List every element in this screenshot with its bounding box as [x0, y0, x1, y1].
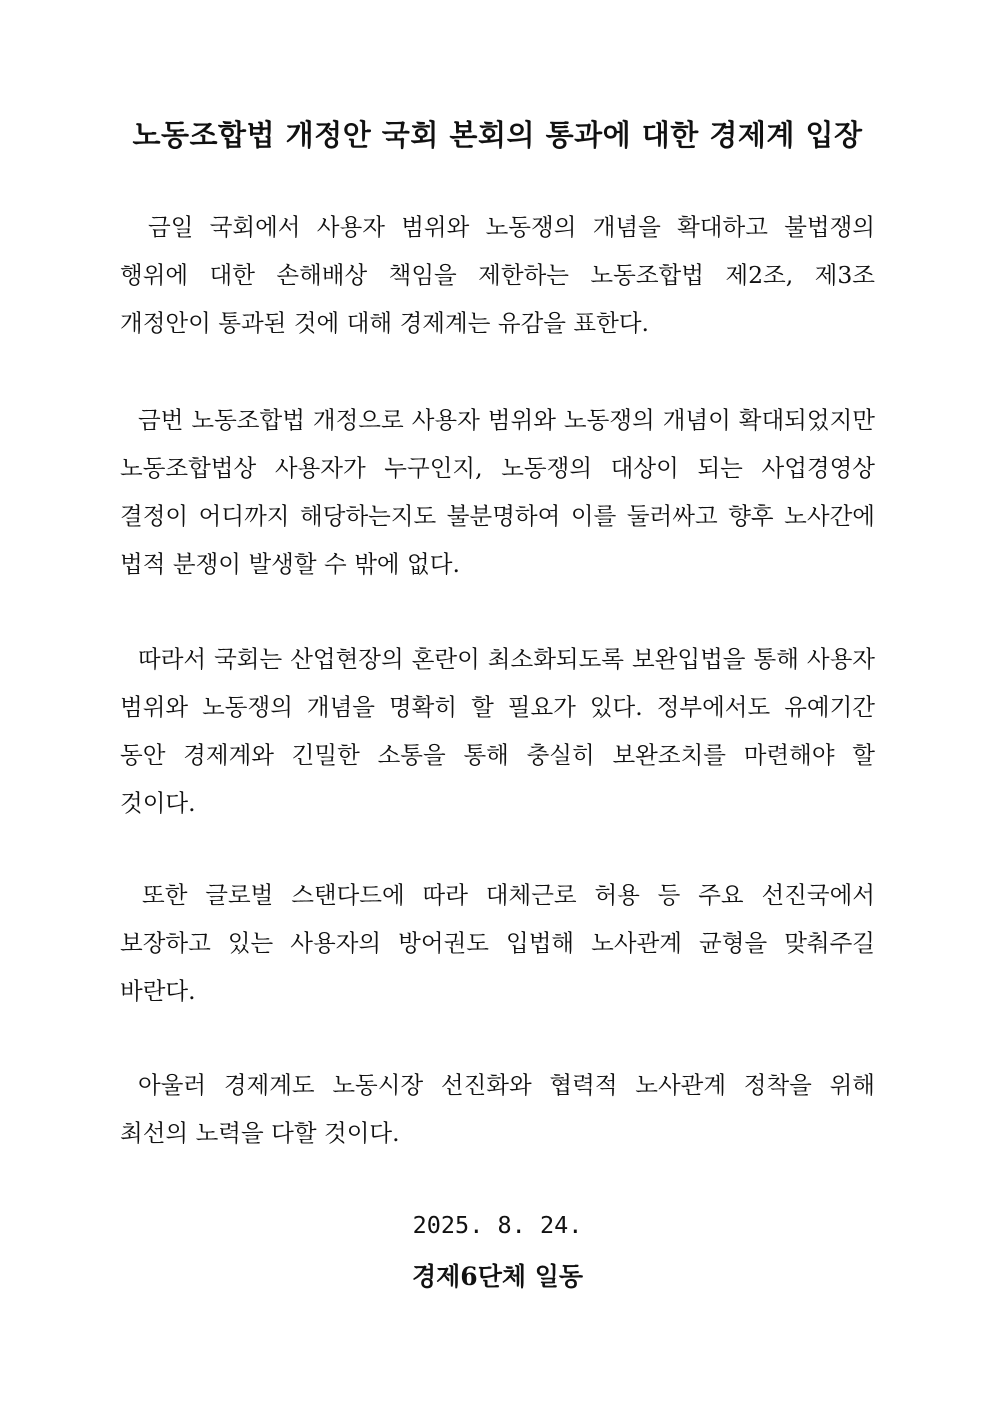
- paragraph-5: 아울러 경제계도 노동시장 선진화와 협력적 노사관계 정착을 위해 최선의 노력을 다할 것이다.: [120, 1071, 875, 1147]
- paragraph-2: 금번 노동조합법 개정으로 사용자 범위와 노동쟁의 개념이 확대되었지만 노동조합법상 사용자가 누구인지, 노동쟁의 대상이 되는 사업경영상 결정이 어디까지 해당하는지도 불분명하여 이를 둘러싸고 향후 노사간에 법적 분쟁이 발생할 수 밖에 없다.: [120, 406, 875, 578]
- document-signer: 경제6단체 일동: [412, 1262, 583, 1291]
- document-date: 2025. 8. 24.: [412, 1211, 583, 1239]
- paragraph-3: 따라서 국회는 산업현장의 혼란이 최소화되도록 보완입법을 통해 사용자 범위와 노동쟁의 개념을 명확히 할 필요가 있다. 정부에서도 유예기간 동안 경제계와 긴밀한 소통을 통해 충실히 보완조치를 마련해야 할 것이다.: [120, 645, 875, 817]
- document-title: 노동조합법 개정안 국회 본회의 통과에 대한 경제계 입장: [132, 118, 863, 152]
- paragraph-4: 또한 글로벌 스탠다드에 따라 대체근로 허용 등 주요 선진국에서 보장하고 있는 사용자의 방어권도 입법해 노사관계 균형을 맞춰주길 바란다.: [120, 881, 875, 1005]
- paragraph-1: 금일 국회에서 사용자 범위와 노동쟁의 개념을 확대하고 불법쟁의 행위에 대한 손해배상 책임을 제한하는 노동조합법 제2조, 제3조 개정안이 통과된 것에 대해 경제계는 유감을 표한다.: [120, 213, 875, 337]
